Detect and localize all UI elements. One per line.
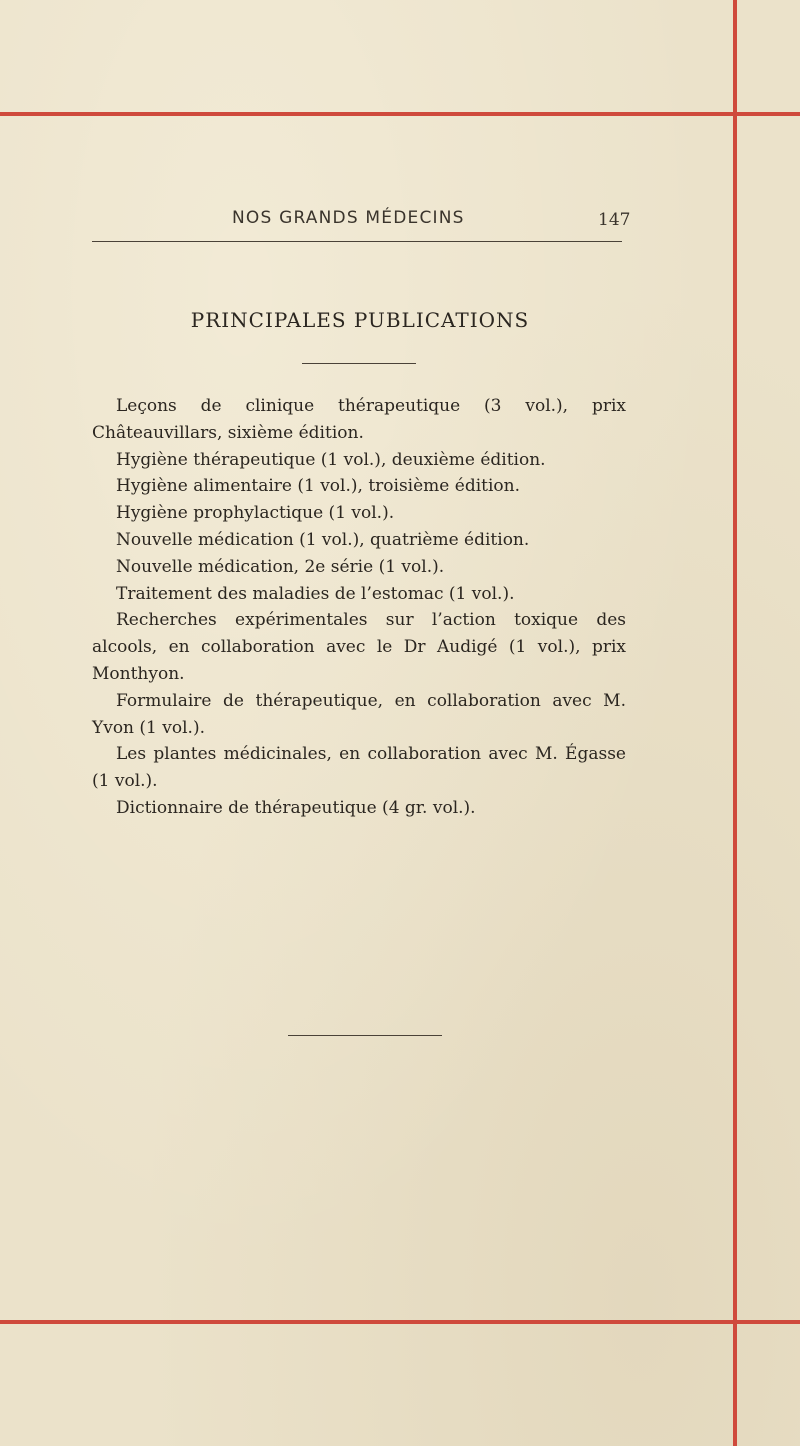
title-rule (302, 363, 416, 364)
publication-item: Recherches expérimentales sur l’action toxique des alcools, en collaboration avec le Dr Audigé (1 vol.), prix Monthyon. (92, 610, 626, 684)
header-rule (92, 241, 622, 242)
publication-item: Traitement des maladies de l’estomac (1 vol.). (116, 583, 515, 604)
publication-item: Nouvelle médication (1 vol.), quatrième édition. (116, 529, 530, 550)
publication-item: Hygiène prophylactique (1 vol.). (116, 503, 395, 524)
publication-item: Hygiène thérapeutique (1 vol.), deuxième édition. (116, 449, 546, 470)
publication-item: Nouvelle médication, 2e série (1 vol.). (116, 556, 445, 577)
right-red-border (733, 0, 737, 1446)
running-title: NOS GRANDS MÉDECINS (232, 208, 465, 228)
publication-item: Les plantes médicinales, en collaboration avec M. Égasse (1 vol.). (92, 744, 626, 792)
page-number: 147 (598, 210, 631, 230)
running-head (0, 208, 720, 234)
bottom-red-border (0, 1320, 800, 1324)
publication-list (92, 393, 626, 822)
publication-item: Leçons de clinique thérapeutique (3 vol.), prix Châteauvillars, sixième édition. (92, 396, 626, 443)
publication-item: Dictionnaire de thérapeutique (4 gr. vol.). (116, 797, 476, 818)
publication-item: Formulaire de thérapeutique, en collaboration avec M. Yvon (1 vol.). (92, 690, 626, 738)
top-red-border (0, 112, 800, 116)
publication-item: Hygiène alimentaire (1 vol.), troisième édition. (116, 476, 520, 497)
end-rule (288, 1035, 442, 1036)
section-title: PRINCIPALES PUBLICATIONS (190, 308, 530, 332)
